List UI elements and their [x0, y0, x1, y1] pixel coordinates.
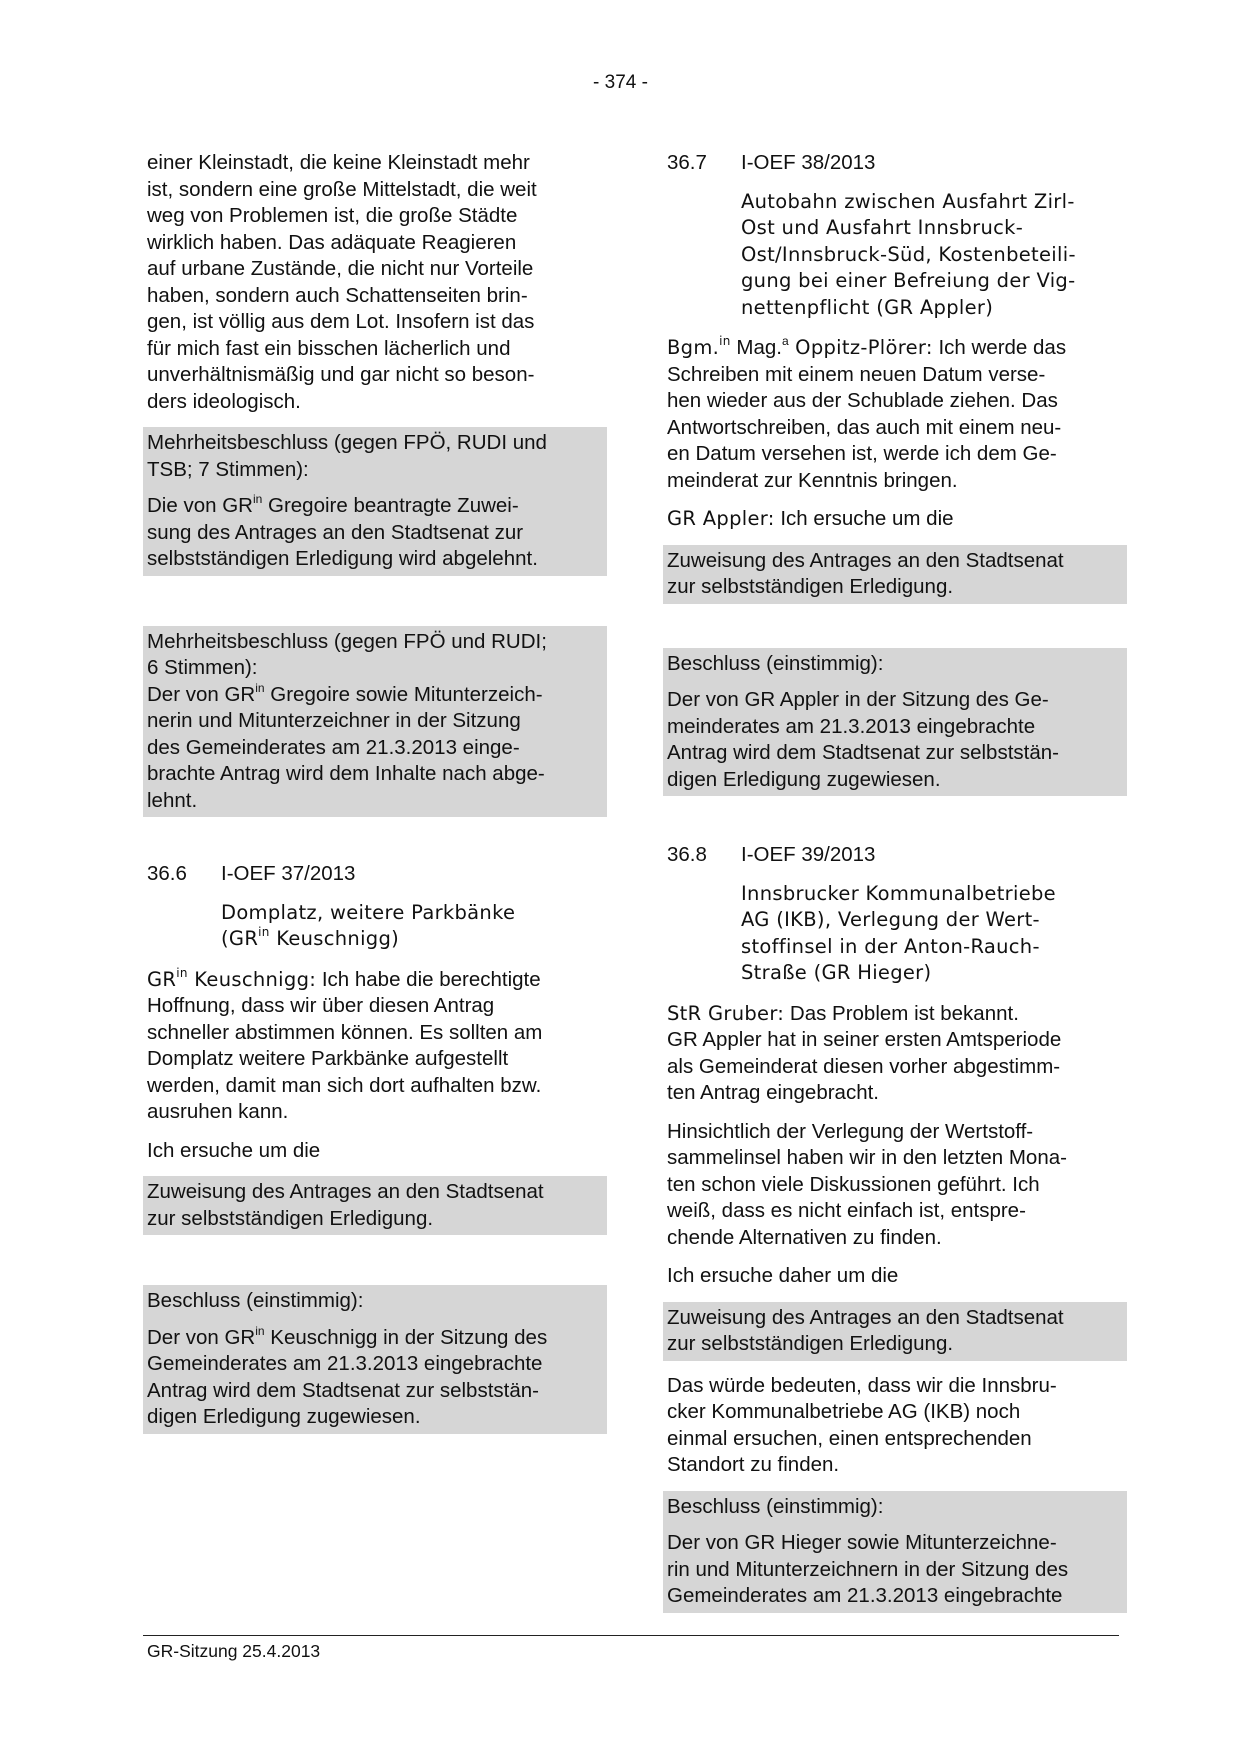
- spacer: [147, 817, 607, 861]
- speaker-name: $GR^{in}$ Keuschnigg:: [147, 965, 317, 991]
- decision-text: [667, 687, 1123, 793]
- text-line: Gemeinderates am 21.3.2013 eingebrachte: [147, 1352, 543, 1375]
- text-line: Antrag wird dem Stadtsenat zur selbststän-: [147, 1378, 539, 1402]
- text-line: Domplatz, weitere Parkbänke: [221, 900, 516, 924]
- spacer: [667, 796, 1127, 842]
- text-line: Standort zu finden.: [667, 1453, 840, 1476]
- agenda-heading: [667, 842, 1127, 869]
- assignment-text: [147, 1179, 603, 1232]
- page-number: - 374 -: [593, 72, 648, 93]
- agenda-number: 36.7: [667, 151, 707, 174]
- text-line: wirklich haben. Das adäquate Reagieren: [147, 230, 517, 254]
- speech-paragraph: [667, 335, 1127, 494]
- speech-paragraph: GR Appler: Ich ersuche um die: [667, 507, 954, 530]
- text-line: $GR^{in}$ Keuschnigg: Ich habe die berechtigte: [147, 965, 541, 991]
- text-line: ausruhen kann.: [147, 1100, 289, 1123]
- agenda-code: I-OEF 38/2013: [741, 151, 876, 174]
- text-line: stoffinsel in der Anton-Rauch-: [741, 934, 1040, 958]
- resolution-title: [147, 629, 603, 682]
- decision-box: [143, 1285, 607, 1434]
- speaker-name: Bgm.$^{in}$: [667, 334, 731, 359]
- text-line: gung bei einer Befreiung der Vig-: [741, 269, 1076, 292]
- text-line: sung des Antrages an den Stadtsenat zur: [147, 520, 524, 544]
- text-line: weiß, dass es nicht einfach ist, entspre-: [667, 1199, 1026, 1222]
- text-line: zur selbstständigen Erledigung.: [667, 575, 954, 598]
- text-line: hen wieder aus der Schublade ziehen. Das: [667, 389, 1058, 412]
- decision-title: Beschluss (einstimmig):: [147, 1289, 364, 1312]
- text-line: sammelinsel haben wir in den letzten Mona-: [667, 1146, 1067, 1169]
- decision-text: [147, 1325, 603, 1431]
- footer-divider: [143, 1635, 1119, 1636]
- text-line: ten schon viele Diskussionen geführt. Ich: [667, 1172, 1040, 1196]
- text-line: chende Alternativen zu finden.: [667, 1225, 942, 1249]
- text-line: schneller abstimmen können. Es sollten am: [147, 1020, 543, 1044]
- assignment-box: [663, 1302, 1127, 1361]
- decision-text: [667, 1530, 1123, 1610]
- right-column: [667, 150, 1127, 1613]
- text-line: brachte Antrag wird dem Inhalte nach abge-: [147, 762, 545, 785]
- text-line: digen Erledigung zugewiesen.: [667, 767, 941, 791]
- text-line: digen Erledigung zugewiesen.: [147, 1405, 421, 1428]
- spacer: [147, 1235, 607, 1285]
- text-line: ten Antrag eingebracht.: [667, 1081, 879, 1104]
- request-text: Ich ersuche um die: [147, 1138, 321, 1162]
- text-line: Schreiben mit einem neuen Datum verse-: [667, 362, 1046, 386]
- text-line: Bgm.$^{in}$ Mag.$^a$ Oppitz-Plörer: Ich werde das: [667, 334, 1067, 359]
- spacer: [147, 576, 607, 626]
- text-line: Straße (GR Hieger): [741, 961, 932, 984]
- assignment-box: [663, 545, 1127, 604]
- resolution-text: [147, 682, 603, 815]
- agenda-heading: [667, 150, 1127, 177]
- text-line: Gemeinderates am 21.3.2013 eingebrachte: [667, 1584, 1063, 1607]
- text-line: GR Appler hat in seiner ersten Amtsperiode: [667, 1028, 1062, 1051]
- text-line: Das würde bedeuten, dass wir die Innsbru-: [667, 1373, 1057, 1397]
- text-line: ders ideologisch.: [147, 389, 301, 413]
- left-column: [147, 150, 607, 1434]
- decision-title: Beschluss (einstimmig):: [667, 651, 884, 675]
- agenda-number: 36.6: [147, 862, 187, 885]
- text-line: Der von GR Appler in der Sitzung des Ge-: [667, 688, 1049, 711]
- agenda-code: I-OEF 39/2013: [741, 843, 876, 866]
- text-line: einer Kleinstadt, die keine Kleinstadt mehr: [147, 151, 530, 174]
- text-line: StR Gruber: Das Problem ist bekannt.: [667, 1001, 1019, 1025]
- text-line: 6 Stimmen):: [147, 656, 258, 679]
- text-line: zur selbstständigen Erledigung.: [147, 1206, 434, 1230]
- text-line: weg von Problemen ist, die große Städte: [147, 204, 518, 227]
- text-line: rin und Mitunterzeichnern in der Sitzung des: [667, 1557, 1069, 1581]
- text-line: Innsbrucker Kommunalbetriebe: [741, 881, 1056, 905]
- text-line: Antrag wird dem Stadtsenat zur selbststän-: [667, 741, 1059, 764]
- text-line: cker Kommunalbetriebe AG (IKB) noch: [667, 1400, 1021, 1423]
- paragraph: [667, 1119, 1127, 1252]
- text-line: Zuweisung des Antrages an den Stadtsenat: [667, 1305, 1064, 1329]
- text-line: Zuweisung des Antrages an den Stadtsenat: [667, 548, 1064, 572]
- text-line: nettenpflicht (GR Appler): [741, 295, 994, 319]
- text-line: TSB; 7 Stimmen):: [147, 457, 309, 481]
- text-line: ($GR^{in}$ Keuschnigg): [221, 925, 400, 950]
- assignment-text: [667, 1305, 1123, 1358]
- text-line: Der von $GR^{in}$ Gregoire sowie Mitunterzeich-: [147, 680, 543, 706]
- speech-paragraph: [147, 967, 607, 1126]
- request-text: Ich ersuche daher um die: [667, 1264, 899, 1287]
- text-line: als Gemeinderat diesen vorher abgestimm-: [667, 1054, 1061, 1078]
- footer-text: GR-Sitzung 25.4.2013: [147, 1641, 321, 1661]
- text-line: für mich fast ein bisschen lächerlich und: [147, 336, 511, 360]
- agenda-heading: [147, 861, 607, 888]
- decision-box: [663, 648, 1127, 797]
- text-line: unverhältnismäßig und gar nicht so beson-: [147, 363, 535, 386]
- text-line: nerin und Mitunterzeichner in der Sitzung: [147, 709, 521, 732]
- text-line: Die von $GR^{in}$ Gregoire beantragte Zuwei-: [147, 492, 519, 517]
- text-line: Domplatz weitere Parkbänke aufgestellt: [147, 1047, 509, 1070]
- text-line: werden, damit man sich dort aufhalten bzw.: [147, 1073, 542, 1097]
- text-line: meinderates am 21.3.2013 eingebrachte: [667, 714, 1036, 738]
- agenda-subject: [741, 881, 1127, 987]
- text-line: Hinsichtlich der Verlegung der Wertstoff-: [667, 1119, 1034, 1143]
- text-line: Autobahn zwischen Ausfahrt Zirl-: [741, 189, 1075, 213]
- text-line: Ost und Ausfahrt Innsbruck-: [741, 216, 1024, 239]
- text-line: einmal ersuchen, einen entsprechenden: [667, 1426, 1032, 1450]
- decision-box: [663, 1491, 1127, 1613]
- text-line: auf urbane Zustände, die nicht nur Vorteile: [147, 257, 534, 280]
- speaker-name: GR Appler:: [667, 507, 775, 530]
- resolution-title: [147, 430, 603, 483]
- text-line: zur selbstständigen Erledigung.: [667, 1332, 954, 1355]
- text-line: Zuweisung des Antrages an den Stadtsenat: [147, 1180, 544, 1203]
- assignment-text: [667, 548, 1123, 601]
- decision-title: Beschluss (einstimmig):: [667, 1494, 884, 1518]
- agenda-subject: [741, 189, 1127, 322]
- paragraph: [667, 1373, 1127, 1479]
- text-line: AG (IKB), Verlegung der Wert-: [741, 908, 1040, 931]
- text-line: des Gemeinderates am 21.3.2013 einge-: [147, 735, 520, 759]
- assignment-box: [143, 1176, 607, 1235]
- text-line: haben, sondern auch Schattenseiten brin-: [147, 283, 528, 307]
- speaker-name: StR Gruber:: [667, 1001, 785, 1025]
- text-line: Mehrheitsbeschluss (gegen FPÖ, RUDI und: [147, 431, 547, 454]
- agenda-code: I-OEF 37/2013: [221, 862, 356, 885]
- intro-paragraph: [147, 150, 607, 415]
- text-line: selbstständigen Erledigung wird abgelehnt.: [147, 547, 538, 570]
- spacer: [667, 604, 1127, 648]
- resolution-box: [143, 427, 607, 576]
- text-line: Ost/Innsbruck-Süd, Kostenbeteili-: [741, 242, 1076, 266]
- text-line: meinderat zur Kenntnis bringen.: [667, 468, 958, 492]
- resolution-box: [143, 626, 607, 818]
- speech-paragraph: [667, 1001, 1127, 1107]
- text-line: lehnt.: [147, 788, 198, 812]
- agenda-subject: [221, 900, 607, 953]
- text-line: Antwortschreiben, das auch mit einem neu-: [667, 415, 1062, 439]
- text-line: Hoffnung, dass wir über diesen Antrag: [147, 994, 495, 1017]
- resolution-text: [147, 493, 603, 573]
- text-line: ist, sondern eine große Mittelstadt, die weit: [147, 177, 537, 201]
- text-line: en Datum versehen ist, werde ich dem Ge-: [667, 442, 1057, 465]
- agenda-number: 36.8: [667, 843, 707, 866]
- text-line: gen, ist völlig aus dem Lot. Insofern ist das: [147, 310, 535, 333]
- text-line: Der von $GR^{in}$ Keuschnigg in der Sitzung des: [147, 1323, 548, 1349]
- text-line: Mehrheitsbeschluss (gegen FPÖ und RUDI;: [147, 629, 547, 653]
- text-line: Der von GR Hieger sowie Mitunterzeichne-: [667, 1531, 1057, 1554]
